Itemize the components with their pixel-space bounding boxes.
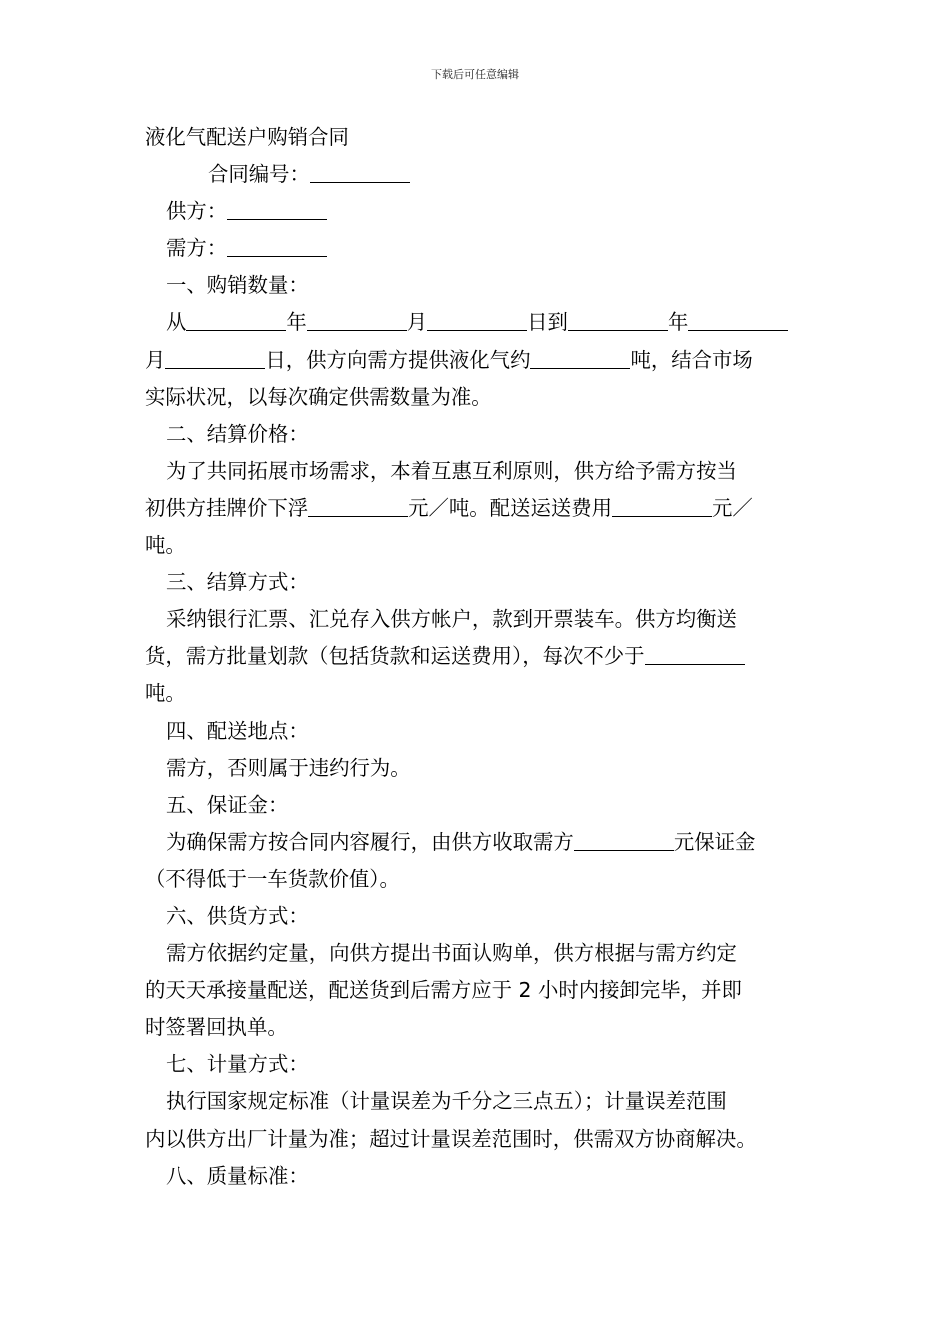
paragraph-line: 为了共同拓展市场需求，本着互惠互利原则，供方给予需方按当	[166, 458, 737, 483]
section-heading: 五、保证金：	[166, 792, 289, 817]
text-run: 吨，结合市场	[630, 347, 753, 372]
blank-field	[307, 308, 407, 331]
paragraph-line	[145, 490, 810, 527]
text-run: 元／	[712, 495, 753, 520]
page-header: 下载后可任意编辑	[431, 68, 519, 81]
blank-field	[530, 346, 630, 369]
paragraph-line: 内以供方出厂计量为准；超过计量误差范围时，供需双方协商解决。	[145, 1126, 757, 1151]
contract-number-line	[145, 156, 810, 193]
text-run: 从	[166, 310, 187, 335]
buyer-blank	[227, 234, 327, 257]
text-run: 年	[667, 310, 689, 335]
blank-field	[308, 494, 408, 517]
blank-field	[427, 308, 527, 331]
paragraph-line	[145, 342, 810, 379]
contract-number-label: 合同编号：	[208, 162, 310, 187]
buyer-line	[145, 230, 810, 267]
supplier-line	[145, 193, 810, 230]
supplier-blank	[227, 197, 327, 220]
contract-body	[145, 119, 810, 1195]
buyer-label: 需方：	[166, 236, 228, 261]
section-heading: 七、计量方式：	[166, 1052, 309, 1077]
paragraph-line: 吨。	[145, 533, 186, 558]
text-run: 元／吨。配送运送费用	[408, 495, 613, 520]
paragraph-line: 执行国家规定标准（计量误差为千分之三点五）；计量误差范围	[166, 1089, 727, 1114]
blank-field	[612, 494, 712, 517]
paragraph-line	[145, 304, 810, 341]
text-run: 月	[406, 310, 428, 335]
text-run: 为确保需方按合同内容履行，由供方收取需方	[166, 829, 574, 854]
text-run: 货，需方批量划款（包括货款和运送费用），每次不少于	[145, 644, 645, 669]
paragraph-line: 吨。	[145, 681, 186, 706]
text-run: 月	[145, 347, 166, 372]
paragraph-line	[145, 824, 810, 861]
text-run: 年	[286, 310, 307, 335]
blank-field	[574, 828, 674, 851]
blank-field	[568, 308, 668, 331]
paragraph-line: 实际状况，以每次确定供需数量为准。	[145, 384, 492, 409]
text-run: 日，供方向需方提供液化气约	[265, 347, 531, 372]
paragraph-line	[145, 638, 810, 675]
text-run: 元保证金	[673, 829, 756, 854]
paragraph-line: 需方，否则属于违约行为。	[166, 755, 411, 780]
blank-field	[186, 308, 286, 331]
paragraph-line: 的天天承接量配送，配送货到后需方应于 2 小时内接卸完毕，并即	[145, 978, 742, 1003]
blank-field	[165, 346, 265, 369]
supplier-label: 供方：	[166, 199, 228, 224]
paragraph-line: （不得低于一车货款价值）。	[145, 866, 400, 891]
section-heading: 六、供货方式：	[166, 903, 309, 928]
section-heading: 八、质量标准：	[166, 1163, 309, 1188]
document-title: 液化气配送户购销合同	[145, 125, 349, 149]
paragraph-line: 需方依据约定量，向供方提出书面认购单，供方根据与需方约定	[166, 941, 737, 966]
section-heading: 四、配送地点：	[166, 718, 309, 743]
paragraph-line: 采纳银行汇票、汇兑存入供方帐户，款到开票装车。供方均衡送	[166, 607, 737, 632]
text-run: 日到	[527, 310, 568, 335]
blank-field	[688, 308, 788, 331]
section-heading: 三、结算方式：	[166, 570, 309, 595]
section-heading: 一、购销数量：	[166, 273, 309, 298]
paragraph-line: 时签署回执单。	[145, 1015, 288, 1040]
blank-field	[645, 642, 745, 665]
section-heading: 二、结算价格：	[166, 421, 309, 446]
text-run: 初供方挂牌价下浮	[145, 495, 309, 520]
contract-number-blank	[310, 160, 410, 183]
